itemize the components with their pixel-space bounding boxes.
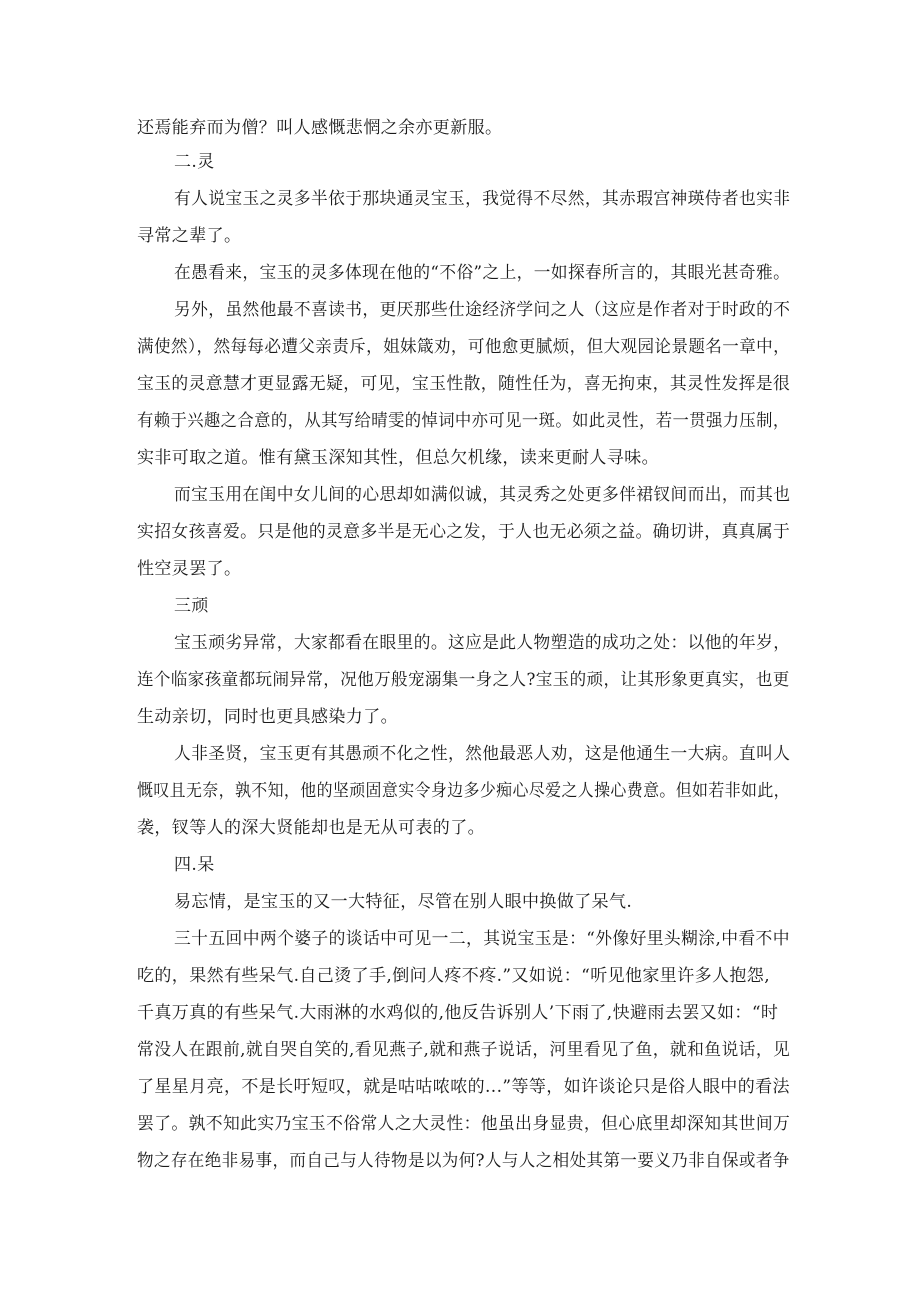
text-line: 慨叹且无奈，孰不知，他的坚顽固意实令身边多少痴心尽爱之人操心费意。但如若非如此， [137,781,790,801]
text-line: 常没人在跟前,就自哭自笑的,看见燕子,就和燕子说话，河里看见了鱼，就和鱼说话，见 [137,1040,791,1060]
text-line: 宝玉顽劣异常，大家都看在眼里的。这应是此人物塑造的成功之处：以他的年岁， [174,633,791,653]
section-heading-dai: 四.呆 [174,855,215,875]
text-line: 性空灵罢了。 [137,559,242,579]
text-line: 连个临家孩童都玩闹异常，况他万般宠溺集一身之人?宝玉的顽，让其形象更真实，也更 [137,670,790,690]
text-line: 吃的，果然有些呆气.自己烫了手,倒问人疼不疼.”又如说：“听见他家里许多人抱怨, [137,966,770,986]
text-line: 了星星月亮，不是长吁短叹，就是咕咕哝哝的...”等等，如许谈论只是俗人眼中的看法 [137,1077,790,1097]
text-line: 实非可取之道。惟有黛玉深知其性，但总欠机缘，读来更耐人寻味。 [137,448,659,468]
text-line: 易忘情，是宝玉的又一大特征，尽管在别人眼中换做了呆气. [174,892,633,912]
text-line: 罢了。孰不知此实乃宝玉不俗常人之大灵性：他虽出身显贵，但心底里却深知其世间万 [137,1114,791,1134]
text-line: 还焉能弃而为僧？叫人感慨悲惘之余亦更新服。 [137,118,503,138]
text-line: 满使然），然每每必遭父亲责斥，姐妹箴劝，可他愈更腻烦，但大观园论景题名一章中， [137,337,791,357]
text-line: 物之存在绝非易事，而自己与人待物是以为何?人与人之相处其第一要义乃非自保或者争 [137,1151,790,1171]
text-line: 生动亲切，同时也更具感染力了。 [137,707,398,727]
section-heading-wan: 三顽 [174,596,209,616]
text-line: 另外，虽然他最不喜读书，更厌那些仕途经济学问之人（这应是作者对于时政的不 [174,300,791,320]
text-line: 袭，钗等人的深大贤能却也是无从可表的了。 [137,818,485,838]
text-line: 三十五回中两个婆子的谈话中可见一二，其说宝玉是：“外像好里头糊涂,中看不中 [174,929,790,949]
text-line: 千真万真的有些呆气.大雨淋的水鸡似的,他反告诉别人’下雨了,快避雨去罢又如：“时 [137,1003,779,1023]
text-line: 寻常之辈了。 [137,226,242,246]
text-line: 有人说宝玉之灵多半依于那块通灵宝玉，我觉得不尽然，其赤瑕宫神瑛侍者也实非 [174,189,791,209]
text-line: 宝玉的灵意慧才更显露无疑，可见，宝玉性散，随性任为，喜无拘束，其灵性发挥是很 [137,374,791,394]
text-line: 实招女孩喜爱。只是他的灵意多半是无心之发，于人也无必须之益。确切讲，真真属于 [137,522,791,542]
text-line: 而宝玉用在闺中女儿间的心思却如满似诚，其灵秀之处更多伴裙钗间而出，而其也 [174,485,791,505]
text-line: 有赖于兴趣之合意的，从其写给晴雯的悼词中亦可见一斑。如此灵性，若一贯强力压制， [137,411,790,431]
text-line: 人非圣贤，宝玉更有其愚顽不化之性，然他最恶人劝，这是他通生一大病。直叫人 [174,744,791,764]
section-heading-ling: 二.灵 [174,152,215,172]
text-line: 在愚看来，宝玉的灵多体现在他的“不俗”之上，一如探春所言的，其眼光甚奇雅。 [174,263,791,283]
